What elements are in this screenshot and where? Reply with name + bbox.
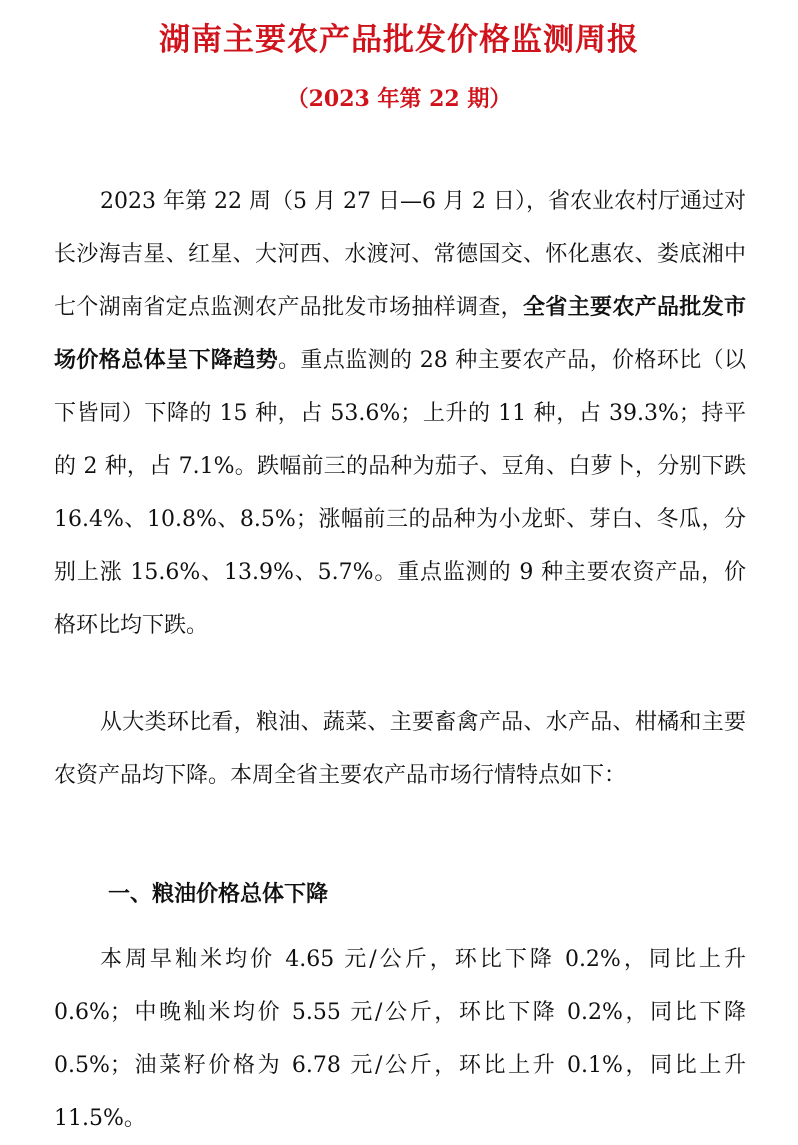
section-heading-grain-oil: 一、粮油价格总体下降 [108, 882, 329, 907]
summary-text-part2: 。重点监测的 28 种主要农产品，价格环比（以下皆同）下降的 15 种，占 53.6%；上升的 11 种，占 39.3%；持平的 2 种，占 7.1%。跌幅前三的品种为茄子、豆角、白萝卜，分别下跌 16.4%、10.8%、8.5%；涨幅前三的品种为小龙虾、芽白、冬瓜，分别上涨 15.6%、13.9%、5.7%。重点监测的 9 种主要农资产品，价格环比均下跌。 [54, 348, 746, 638]
issue-number: （2023 年第 22 期） [286, 86, 512, 112]
summary-highlight: 全省主要农产品批发市场价格总体呈下降趋势 [54, 294, 746, 373]
summary-text-part1: 2023 年第 22 周（5 月 27 日—6 月 2 日），省农业农村厅通过对长沙海吉星、红星、大河西、水渡河、常德国交、怀化惠农、娄底湘中七个湖南省定点监测农产品批发市场抽样调查， [54, 189, 746, 320]
grain-oil-paragraph: 本周早籼米均价 4.65 元/公斤，环比下降 0.2%，同比上升 0.6%；中晚籼米均价 5.55 元/公斤，环比下降 0.2%，同比下降 0.5%；油菜籽价格为 6.78 元/公斤，环比上升 0.1%，同比上升 11.5%。 [54, 947, 746, 1131]
category-overview-paragraph: 从大类环比看，粮油、蔬菜、主要畜禽产品、水产品、柑橘和主要农资产品均下降。本周全省主要农产品市场行情特点如下： [54, 710, 746, 788]
summary-paragraph [54, 175, 746, 652]
report-title: 湖南主要农产品批发价格监测周报 [159, 22, 639, 58]
